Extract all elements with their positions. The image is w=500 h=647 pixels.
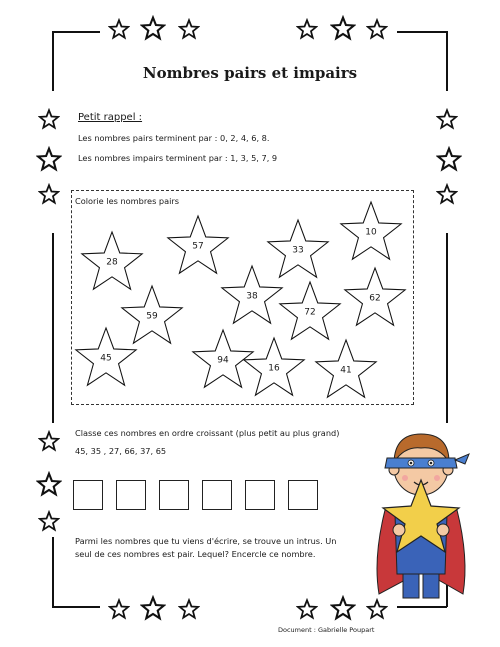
- decorative-star-icon: [330, 15, 356, 41]
- decorative-star-icon: [296, 18, 318, 40]
- number-star-label: 16: [268, 363, 280, 374]
- answer-box[interactable]: [245, 480, 275, 510]
- number-star-41[interactable]: [312, 336, 380, 402]
- answer-box[interactable]: [202, 480, 232, 510]
- frame-bottom-left: [52, 606, 100, 608]
- number-star-10[interactable]: [337, 198, 405, 264]
- frame-left-mid: [52, 233, 54, 423]
- answer-box[interactable]: [73, 480, 103, 510]
- number-star-label: 38: [246, 291, 258, 302]
- number-star-label: 72: [304, 307, 316, 318]
- answer-box[interactable]: [288, 480, 318, 510]
- intrus-instruction: Parmi les nombres que tu viens d'écrire, se trouve un intrus. Un seul de ces nombres est pair. Lequel? Encercle ce nombre.: [75, 536, 337, 559]
- number-star-label: 57: [192, 241, 204, 252]
- number-star-label: 62: [369, 293, 381, 304]
- decorative-star-icon: [38, 510, 60, 532]
- document-credit: Document : Gabrielle Poupart: [278, 626, 375, 634]
- answer-box[interactable]: [116, 480, 146, 510]
- decorative-star-icon: [140, 15, 166, 41]
- number-star-label: 59: [146, 311, 158, 322]
- number-star-label: 33: [292, 245, 304, 256]
- frame-left-bottom: [52, 537, 54, 607]
- ordering-numbers: 45, 35 , 27, 66, 37, 65: [75, 446, 167, 456]
- frame-right-mid: [446, 233, 448, 423]
- frame-left-top: [52, 31, 54, 91]
- frame-bottom-right: [397, 606, 447, 608]
- number-star-label: 41: [340, 365, 352, 376]
- decorative-star-icon: [366, 18, 388, 40]
- hero-mask: [385, 458, 457, 468]
- decorative-star-icon: [178, 18, 200, 40]
- superhero-kid-with-star: [365, 418, 477, 604]
- decorative-star-icon: [36, 471, 62, 497]
- decorative-star-icon: [436, 108, 458, 130]
- decorative-star-icon: [436, 146, 462, 172]
- number-star-62[interactable]: [341, 264, 409, 330]
- frame-top-right: [397, 31, 447, 33]
- decorative-star-icon: [38, 430, 60, 452]
- frame-right-top: [446, 31, 448, 91]
- rappel-impairs-line: Les nombres impairs terminent par : 1, 3, 5, 7, 9: [78, 153, 278, 163]
- number-star-label: 28: [106, 257, 118, 268]
- page-title: Nombres pairs et impairs: [142, 64, 358, 82]
- decorative-star-icon: [330, 595, 356, 621]
- answer-box[interactable]: [159, 480, 189, 510]
- number-star-16[interactable]: [240, 334, 308, 400]
- decorative-star-icon: [178, 598, 200, 620]
- rappel-pairs-line: Les nombres pairs terminent par : 0, 2, 4, 6, 8.: [78, 133, 270, 143]
- ordering-instruction: Classe ces nombres en ordre croissant (plus petit au plus grand): [75, 428, 340, 438]
- decorative-star-icon: [38, 108, 60, 130]
- decorative-star-icon: [38, 183, 60, 205]
- decorative-star-icon: [296, 598, 318, 620]
- decorative-star-icon: [140, 595, 166, 621]
- coloring-instruction: Colorie les nombres pairs: [75, 196, 180, 206]
- decorative-star-icon: [436, 183, 458, 205]
- number-star-label: 45: [100, 353, 112, 364]
- number-star-label: 10: [365, 227, 377, 238]
- frame-top-left: [52, 31, 100, 33]
- rappel-heading: Petit rappel :: [78, 112, 143, 123]
- decorative-star-icon: [108, 18, 130, 40]
- decorative-star-icon: [36, 146, 62, 172]
- decorative-star-icon: [108, 598, 130, 620]
- number-star-label: 94: [217, 355, 229, 366]
- number-star-45[interactable]: [72, 324, 140, 390]
